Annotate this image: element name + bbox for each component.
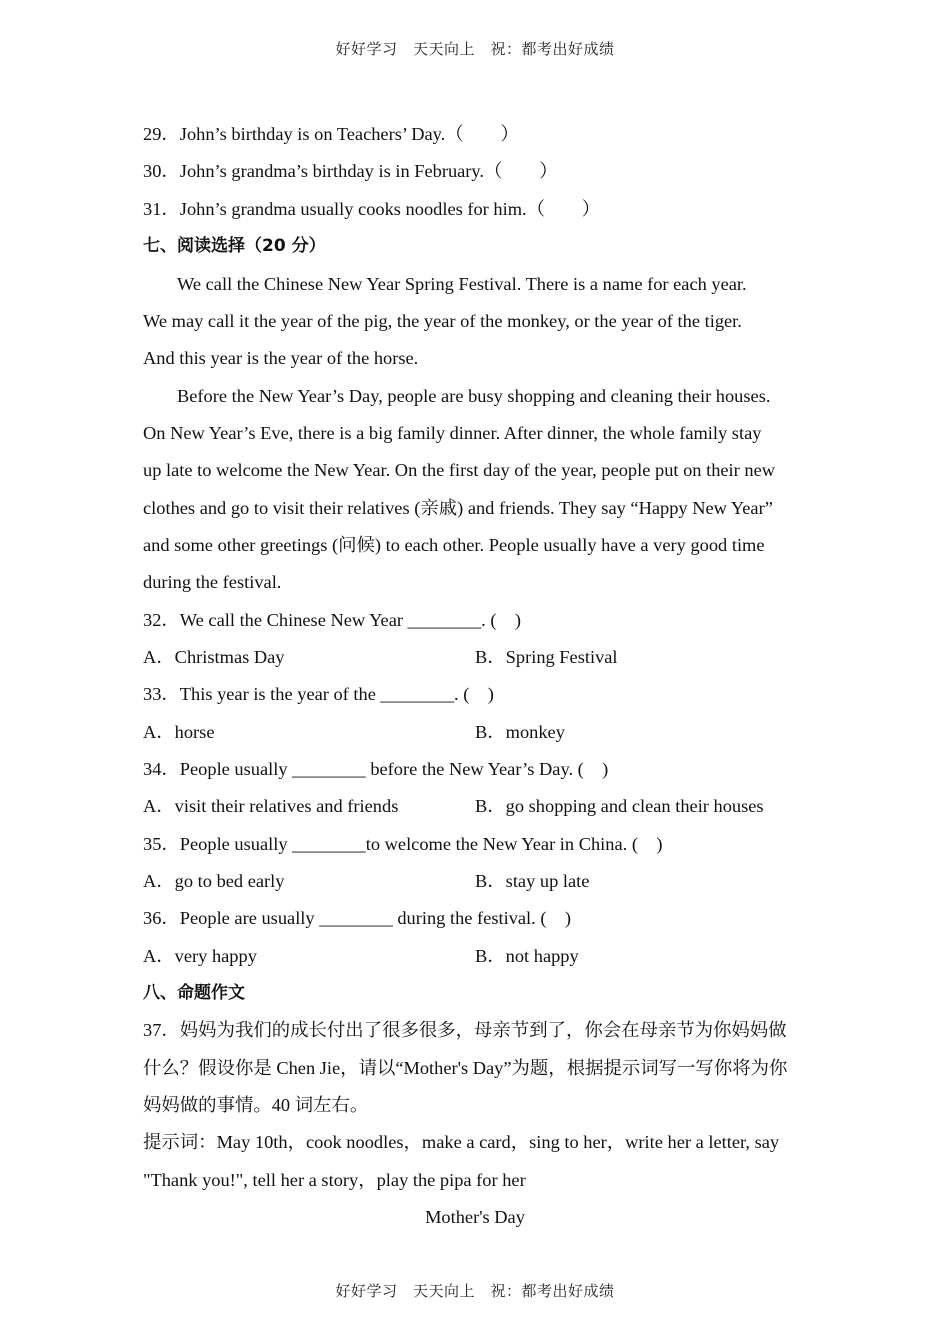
page-header: 好好学习 天天向上 祝：都考出好成绩 bbox=[335, 40, 615, 58]
option-b: B．stay up late bbox=[475, 871, 590, 891]
option-a: A．horse bbox=[143, 722, 215, 742]
question-32: 32．We call the Chinese New Year ________. ( ) bbox=[143, 610, 522, 630]
judge-item-31: 31．John’s grandma usually cooks noodles for him.（ ） bbox=[143, 199, 601, 219]
passage-line: Before the New Year’s Day, people are busy shopping and cleaning their houses. bbox=[177, 386, 771, 406]
option-b: B．not happy bbox=[475, 946, 579, 966]
section-8-title: 八、命题作文 bbox=[143, 983, 245, 1003]
option-b: B．Spring Festival bbox=[475, 647, 618, 667]
passage-line: And this year is the year of the horse. bbox=[143, 348, 419, 368]
passage-line: We call the Chinese New Year Spring Festival. There is a name for each year. bbox=[177, 274, 747, 294]
passage-line: On New Year’s Eve, there is a big family dinner. After dinner, the whole family stay bbox=[143, 423, 762, 443]
question-36: 36．People are usually ________ during the festival. ( ) bbox=[143, 908, 572, 928]
passage-line: during the festival. bbox=[143, 572, 282, 592]
option-a: A．very happy bbox=[143, 946, 257, 966]
judge-item-30: 30．John’s grandma’s birthday is in February.（ ） bbox=[143, 161, 558, 181]
option-a: A．go to bed early bbox=[143, 871, 285, 891]
question-35: 35．People usually ________to welcome the New Year in China. ( ) bbox=[143, 834, 663, 854]
composition-line: 37．妈妈为我们的成长付出了很多很多，母亲节到了，你会在母亲节为你妈妈做 bbox=[143, 1020, 787, 1040]
composition-title: Mother's Day bbox=[425, 1207, 525, 1227]
passage-line: up late to welcome the New Year. On the first day of the year, people put on their new bbox=[143, 460, 776, 480]
section-7-title: 七、阅读选择（20 分） bbox=[143, 236, 326, 256]
composition-line: 妈妈做的事情。40 词左右。 bbox=[143, 1095, 369, 1115]
page-footer: 好好学习 天天向上 祝：都考出好成绩 bbox=[335, 1282, 615, 1300]
question-34: 34．People usually ________ before the New Year’s Day. ( ) bbox=[143, 759, 609, 779]
composition-hints: 提示词：May 10th，cook noodles，make a card，sing to her，write her a letter, say bbox=[143, 1132, 780, 1152]
option-a: A．visit their relatives and friends bbox=[143, 796, 399, 816]
judge-item-29: 29．John’s birthday is on Teachers’ Day.（ ） bbox=[143, 124, 519, 144]
passage-line: and some other greetings (问候) to each other. People usually have a very good time bbox=[143, 535, 765, 555]
passage-line: clothes and go to visit their relatives (亲戚) and friends. They say “Happy New Year” bbox=[143, 498, 773, 518]
option-b: B．monkey bbox=[475, 722, 565, 742]
option-b: B．go shopping and clean their houses bbox=[475, 796, 764, 816]
composition-hints: "Thank you!", tell her a story，play the pipa for her bbox=[143, 1170, 526, 1190]
option-a: A．Christmas Day bbox=[143, 647, 285, 667]
question-33: 33．This year is the year of the ________. ( ) bbox=[143, 684, 494, 704]
passage-line: We may call it the year of the pig, the year of the monkey, or the year of the tiger. bbox=[143, 311, 742, 331]
composition-line: 什么？假设你是 Chen Jie，请以“Mother's Day”为题，根据提示词写一写你将为你 bbox=[143, 1058, 788, 1078]
